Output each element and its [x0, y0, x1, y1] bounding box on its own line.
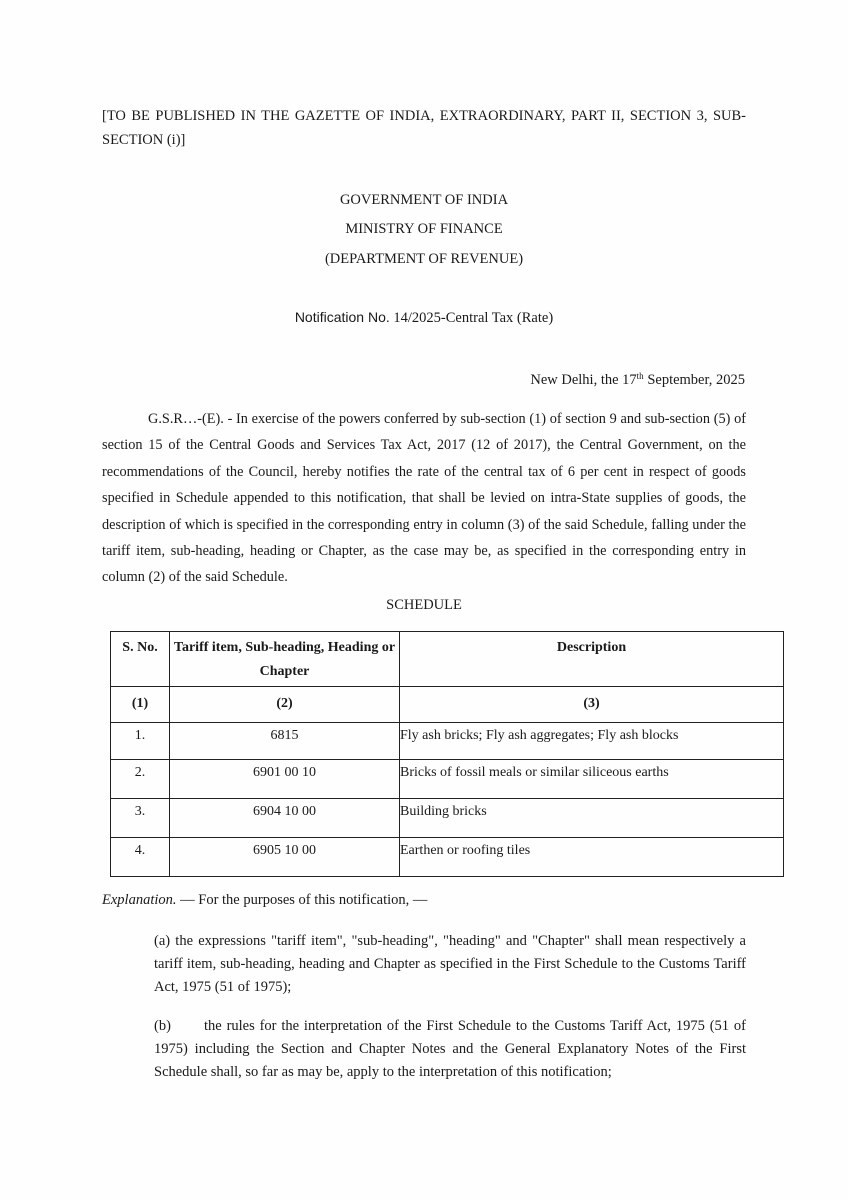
clause-a: (a) the expressions "tariff item", "sub-heading", "heading" and "Chapter" shall mean respectively a tariff item, sub-heading, heading and Chapter as specified in the First Schedule to the Customs Tariff Act, 1975 (51 of 1975);: [154, 933, 746, 995]
cell-description: Earthen or roofing tiles: [400, 838, 784, 877]
preamble-paragraph: [102, 406, 746, 591]
table-row: [111, 799, 784, 838]
table-header-row: [111, 632, 784, 687]
date-superscript: th: [636, 371, 644, 381]
table-row: [111, 760, 784, 799]
schedule-title: SCHEDULE: [386, 597, 462, 613]
cell-sno: 2.: [111, 760, 170, 799]
schedule-table: [110, 631, 784, 877]
header-sno: S. No.: [111, 632, 170, 687]
cell-tariff: 6901 00 10: [170, 760, 400, 799]
table-row: [111, 723, 784, 760]
date-prefix: New Delhi, the 17: [530, 372, 637, 388]
cell-tariff: 6815: [170, 723, 400, 760]
explanation-heading: [102, 892, 427, 909]
header-description: Description: [400, 632, 784, 687]
notification-number: [0, 309, 848, 327]
date-line: [530, 372, 745, 389]
table-row: [111, 838, 784, 877]
table-column-number-row: [111, 687, 784, 723]
cell-sno: 3.: [111, 799, 170, 838]
cell-tariff: 6905 10 00: [170, 838, 400, 877]
clause-b-text: the rules for the interpretation of the First Schedule to the Customs Tariff Act, 1975 (51 of 1975) including the Section and Chapter Notes and the General Explanatory Notes of the First Schedule shall, so far as may be, apply to the interpretation of this notification;: [154, 1018, 746, 1080]
date-suffix: September, 2025: [643, 372, 745, 388]
column-number-2: (2): [170, 687, 400, 723]
column-number-1: (1): [111, 687, 170, 723]
notification-id: 14/2025-Central Tax (Rate): [393, 310, 554, 326]
department-title: (DEPARTMENT OF REVENUE): [324, 251, 524, 267]
header-tariff: Tariff item, Sub-heading, Heading or Chapter: [170, 632, 400, 687]
cell-description: Fly ash bricks; Fly ash aggregates; Fly ash blocks: [400, 723, 784, 760]
gazette-heading: [TO BE PUBLISHED IN THE GAZETTE OF INDIA, EXTRAORDINARY, PART II, SECTION 3, SUB-SECTION (i)]: [102, 108, 746, 148]
explanation-label: Explanation.: [102, 892, 177, 908]
ministry-title: MINISTRY OF FINANCE: [345, 221, 503, 237]
government-title: GOVERNMENT OF INDIA: [339, 192, 509, 208]
cell-tariff: 6904 10 00: [170, 799, 400, 838]
cell-description: Building bricks: [400, 799, 784, 838]
clause-b-tag: (b): [154, 1018, 171, 1034]
notification-prefix: Notification No.: [294, 309, 390, 325]
column-number-3: (3): [400, 687, 784, 723]
cell-sno: 1.: [111, 723, 170, 760]
cell-sno: 4.: [111, 838, 170, 877]
preamble-text: G.S.R…-(E). - In exercise of the powers conferred by sub-section (1) of section 9 and sub-section (5) of section 15 of the Central Goods and Services Tax Act, 2017 (12 of 2017), the Central Government, on the recommendations of the Council, hereby notifies the rate of the central tax of 6 per cent in respect of goods specified in Schedule appended to this notification, that shall be levied on intra-State supplies of goods, the description of which is specified in the corresponding entry in column (3) of the said Schedule, falling under the tariff item, sub-heading, heading or Chapter, as the case may be, as specified in the corresponding entry in column (2) of the said Schedule.: [102, 411, 746, 586]
cell-description: Bricks of fossil meals or similar siliceous earths: [400, 760, 784, 799]
explanation-intro: — For the purposes of this notification, —: [176, 892, 428, 908]
clause-b: [154, 1015, 746, 1084]
